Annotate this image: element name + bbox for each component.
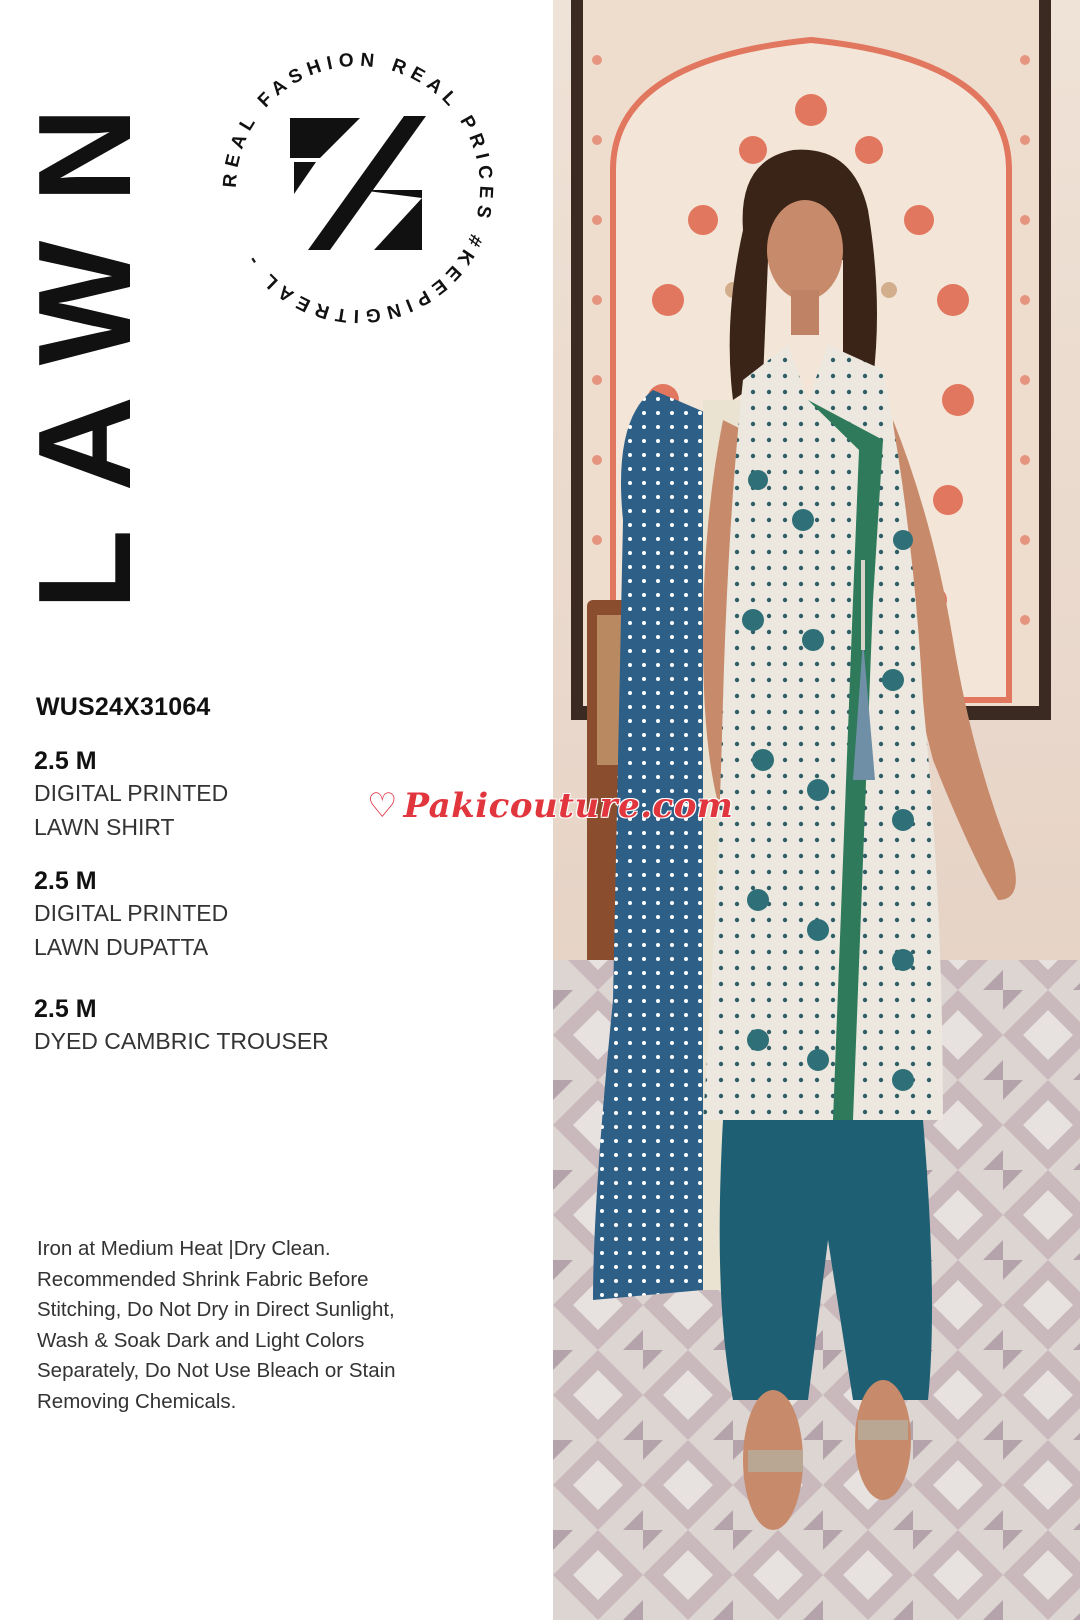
spec-qty: 2.5 M	[34, 995, 97, 1023]
spec-dupatta	[34, 866, 228, 964]
spec-desc: DIGITAL PRINTED LAWN DUPATTA	[34, 900, 229, 960]
collection-title-graphic	[11, 40, 158, 620]
heart-outline-icon: ♡	[367, 786, 398, 826]
care-instructions: Iron at Medium Heat |Dry Clean. Recommended Shrink Fabric Before Stitching, Do Not Dry in Direct Sunlight, Wash & Soak Dark and Light Colors Separately, Do Not Use Bleach or Stain Removing Chemicals.	[37, 1237, 396, 1413]
watermark	[367, 786, 733, 826]
brand-badge	[208, 38, 508, 338]
badge-circular-text: REAL FASHION REAL PRICES #KEEPINGITREAL -	[219, 49, 497, 327]
watermark-text: Pakicouture.com	[403, 786, 734, 826]
spec-desc: DYED CAMBRIC TROUSER	[34, 1028, 329, 1054]
collection-title-text: LAWN	[11, 69, 158, 610]
brand-logo-icon	[290, 116, 426, 250]
spec-shirt	[34, 746, 228, 844]
brand-badge-graphic	[208, 38, 508, 338]
collection-title	[11, 40, 158, 620]
spec-qty: 2.5 M	[34, 747, 97, 775]
spec-desc: DIGITAL PRINTED LAWN SHIRT	[34, 780, 229, 840]
product-code: WUS24X31064	[36, 693, 211, 721]
spec-qty: 2.5 M	[34, 867, 97, 895]
spec-trouser	[34, 994, 329, 1058]
